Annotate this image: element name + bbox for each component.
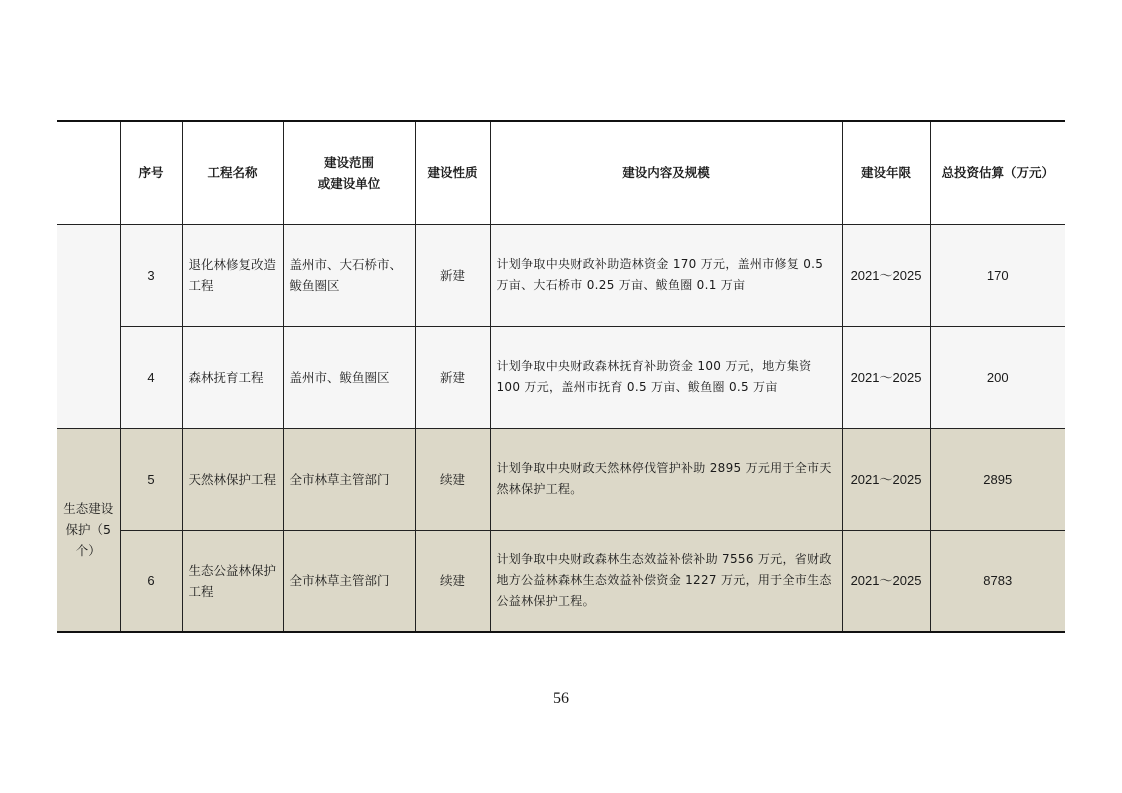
nature-cell: 续建: [415, 530, 490, 632]
table-header-row: [57, 121, 1065, 224]
header-nature: 建设性质: [415, 121, 490, 224]
period-cell: 2021～2025: [842, 428, 930, 530]
period-cell: 2021～2025: [842, 326, 930, 428]
name-cell: 退化林修复改造工程: [182, 224, 283, 326]
nature-cell: 新建: [415, 326, 490, 428]
scope-cell: 盖州市、鲅鱼圈区: [283, 326, 415, 428]
investment-cell: 8783: [930, 530, 1065, 632]
seq-cell: 5: [120, 428, 182, 530]
project-table: [57, 120, 1065, 633]
content-cell: 计划争取中央财政森林抚育补助资金 100 万元，地方集资 100 万元，盖州市抚育 0.5 万亩、鲅鱼圈 0.5 万亩: [490, 326, 842, 428]
nature-cell: 新建: [415, 224, 490, 326]
investment-cell: 200: [930, 326, 1065, 428]
header-content: 建设内容及规模: [490, 121, 842, 224]
header-investment: 总投资估算（万元）: [930, 121, 1065, 224]
period-cell: 2021～2025: [842, 224, 930, 326]
page-number: 56: [553, 690, 569, 707]
header-period: 建设年限: [842, 121, 930, 224]
table-row: [57, 326, 1065, 428]
content-cell: 计划争取中央财政森林生态效益补偿补助 7556 万元，省财政地方公益林森林生态效益补偿资金 1227 万元，用于全市生态公益林保护工程。: [490, 530, 842, 632]
category-cell: [57, 224, 120, 428]
scope-cell: 盖州市、大石桥市、鲅鱼圈区: [283, 224, 415, 326]
seq-cell: 6: [120, 530, 182, 632]
table-row: [57, 428, 1065, 530]
scope-cell: 全市林草主管部门: [283, 428, 415, 530]
seq-cell: 3: [120, 224, 182, 326]
header-category: [57, 121, 120, 224]
content-cell: 计划争取中央财政天然林停伐管护补助 2895 万元用于全市天然林保护工程。: [490, 428, 842, 530]
header-scope-line1: 建设范围: [323, 154, 374, 170]
header-scope: [283, 121, 415, 224]
table-row: [57, 224, 1065, 326]
header-scope-line2: 或建设单位: [317, 175, 381, 191]
investment-cell: 170: [930, 224, 1065, 326]
investment-cell: 2895: [930, 428, 1065, 530]
name-cell: 森林抚育工程: [182, 326, 283, 428]
table-row: [57, 530, 1065, 632]
nature-cell: 续建: [415, 428, 490, 530]
category-cell: 生态建设保护（5 个）: [57, 428, 120, 632]
period-cell: 2021～2025: [842, 530, 930, 632]
seq-cell: 4: [120, 326, 182, 428]
content-cell: 计划争取中央财政补助造林资金 170 万元，盖州市修复 0.5 万亩、大石桥市 0.25 万亩、鲅鱼圈 0.1 万亩: [490, 224, 842, 326]
header-name: 工程名称: [182, 121, 283, 224]
name-cell: 生态公益林保护工程: [182, 530, 283, 632]
scope-cell: 全市林草主管部门: [283, 530, 415, 632]
header-seq: 序号: [120, 121, 182, 224]
name-cell: 天然林保护工程: [182, 428, 283, 530]
